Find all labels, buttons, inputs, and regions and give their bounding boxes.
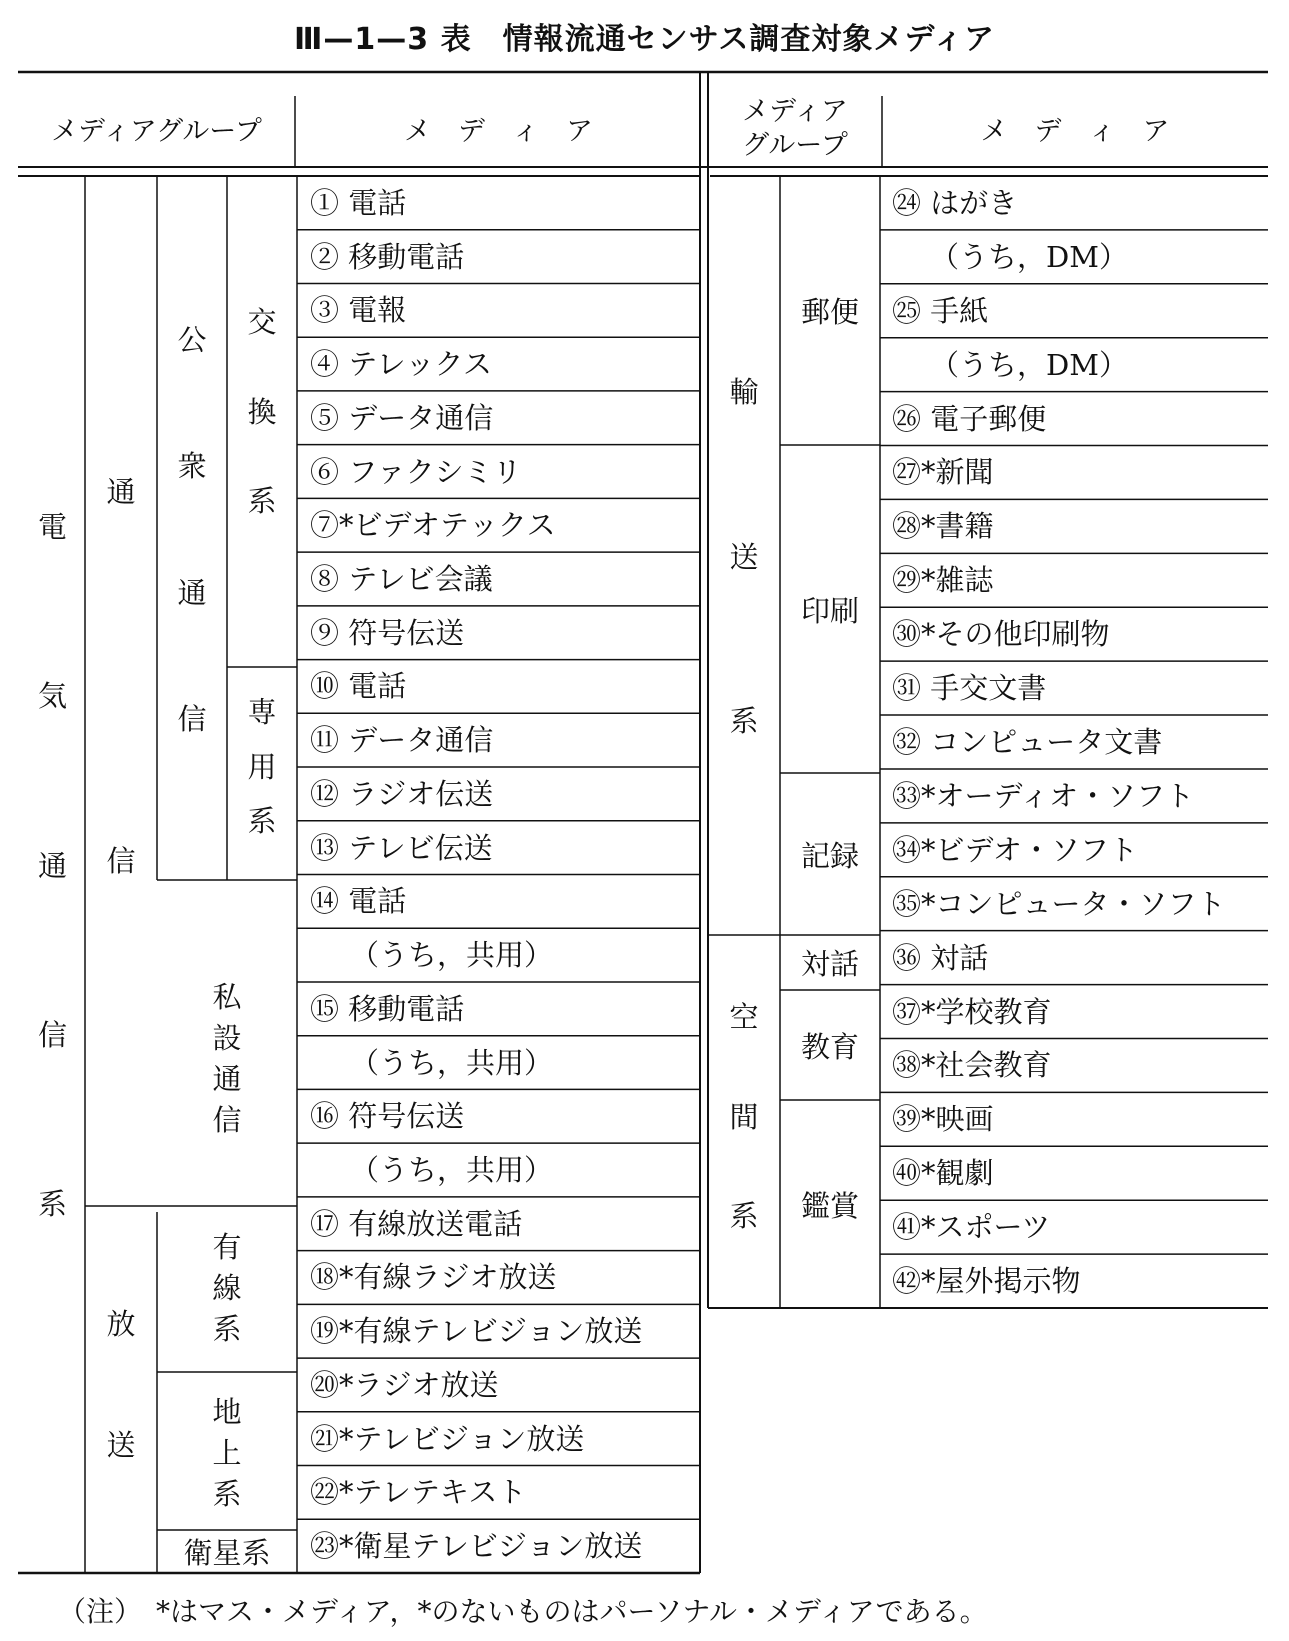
header-left-group: メディアグループ [51,115,262,147]
media-item: ③ 電報 [310,293,407,328]
group-print: 印刷 [800,593,859,628]
group-label-char: 信 [37,1017,67,1052]
group-label-char: 間 [729,1099,759,1134]
header-right-media: メ デ ィ ア [980,115,1170,147]
group-label-char: 放 [106,1307,136,1341]
media-item: ㉒*テレテキスト [310,1475,527,1510]
group-appreciation: 鑑賞 [800,1188,859,1223]
group-label-char: 系 [729,1199,759,1233]
media-item: ⑨ 符号伝送 [310,615,465,650]
media-item: （うち，DM） [930,347,1128,382]
media-item: ⑯ 符号伝送 [310,1099,465,1134]
group-label-char: 通 [37,848,67,883]
media-item: ㉗*新聞 [892,455,994,490]
media-item: （うち，共用） [350,938,554,973]
group-dedicated-system [227,690,297,840]
group-label-char: 有 [212,1230,242,1264]
group-label-char: 空 [729,1000,759,1034]
group-telecom-system [20,505,85,1223]
group-label-char: 系 [212,1312,242,1346]
group-label-char: 換 [247,394,277,429]
page-title: Ⅲ—1—3 表 情報流通センサス調査対象メディア [294,22,995,57]
media-item: ㊵*観劇 [892,1156,994,1191]
group-label-char: 設 [212,1021,242,1055]
group-label-char: 通 [212,1062,242,1096]
group-record: 記録 [800,838,859,873]
media-item: ㊷*屋外掲示物 [892,1264,1081,1299]
media-item: （うち，共用） [350,1045,554,1080]
group-label-char: 専 [247,695,277,729]
media-item: ㊲*学校教育 [892,994,1052,1029]
group-transport-system [708,370,780,740]
group-label-char: 公 [177,323,207,357]
group-label-char: 系 [247,484,277,518]
media-item: ② 移動電話 [310,239,465,274]
media-item: ㉞*ビデオ・ソフト [892,832,1138,867]
media-item: ㉙*雑誌 [892,563,994,598]
group-label-char: 信 [106,844,136,878]
media-item: ⑳*ラジオ放送 [310,1367,499,1402]
media-item: ㉛ 手交文書 [892,671,1047,706]
media-item: ㉚*その他印刷物 [892,617,1110,652]
group-label-char: 系 [247,804,277,838]
media-item: ㉘*書籍 [892,509,994,544]
group-label-char: 系 [212,1477,242,1511]
group-label-char: 線 [212,1271,242,1305]
group-label-char: 通 [177,575,207,610]
group-wired-system [157,1225,297,1346]
media-item: ④ テレックス [310,347,493,382]
media-item: ㊳*社会教育 [892,1048,1052,1083]
group-public-telecom [157,318,227,738]
media-item: ⑤ データ通信 [310,400,494,435]
group-label-char: 私 [212,980,242,1014]
media-item: ⑧ テレビ会議 [310,561,493,596]
media-item: （うち，共用） [350,1153,554,1188]
group-terrestrial-system [157,1390,297,1511]
media-item: ⑪ データ通信 [310,723,494,758]
media-item: ⑰ 有線放送電話 [310,1206,523,1241]
group-label-char: 衆 [177,449,207,484]
media-item: ㊴*映画 [892,1102,994,1137]
group-label-char: 通 [106,475,136,509]
media-item: ⑲*有線テレビジョン放送 [310,1314,643,1349]
group-hoso [85,1302,157,1464]
media-item: ⑱*有線ラジオ放送 [310,1260,557,1295]
media-item: ㉖ 電子郵便 [892,401,1047,436]
media-item: ① 電話 [310,185,407,220]
group-postal: 郵便 [800,295,859,329]
media-item: ⑩ 電話 [310,669,407,704]
media-item: ㉑*テレビジョン放送 [310,1421,585,1456]
media-item: ㉓*衛星テレビジョン放送 [310,1529,643,1564]
media-item: ⑫ ラジオ伝送 [310,776,494,811]
group-label-char: 信 [212,1103,242,1137]
group-label-char: 交 [247,305,277,339]
media-item: ㉜ コンピュータ文書 [892,725,1163,759]
group-label-char: 用 [247,749,277,784]
group-education: 教育 [800,1029,859,1064]
media-item: ㉕ 手紙 [892,293,989,328]
group-label-char: 送 [729,539,759,574]
media-item: （うち，DM） [930,239,1128,274]
group-private-telecom [157,975,297,1137]
media-item: ⑮ 移動電話 [310,991,465,1026]
media-item: ㉝*オーディオ・ソフト [892,778,1195,813]
media-item: ⑭ 電話 [310,884,407,919]
group-label-char: 信 [177,701,207,736]
media-item: ⑬ テレビ伝送 [310,830,493,865]
group-dialogue: 対話 [800,947,859,981]
group-exchange-system [227,300,297,520]
media-item: ㊶*スポーツ [892,1210,1051,1245]
group-label-char: 地 [212,1395,242,1429]
footnote: （注） *はマス・メディア，*のないものはパーソナル・メディアである。 [58,1595,988,1628]
group-label-char: 電 [37,510,67,544]
group-label-char: 送 [106,1428,136,1462]
group-label-char: 気 [37,679,67,714]
group-label-char: 輸 [729,375,759,409]
media-item: ⑥ ファクシミリ [310,454,522,489]
group-label-char: 系 [729,704,759,738]
group-tsushin [85,470,157,880]
group-label-char: 上 [212,1436,242,1470]
header-left-media: メ デ ィ ア [404,115,593,147]
group-label-char: 系 [37,1187,67,1221]
group-space-system [708,995,780,1235]
group-satellite-system: 衛星系 [183,1536,271,1570]
media-item: ㉟*コンピュータ・ソフト [892,886,1226,921]
media-item: ㊱ 対話 [892,940,989,975]
media-item: ㉔ はがき [892,185,1018,220]
media-item: ⑦*ビデオテックス [310,508,556,543]
header-right-group: メディア グループ [742,96,848,161]
